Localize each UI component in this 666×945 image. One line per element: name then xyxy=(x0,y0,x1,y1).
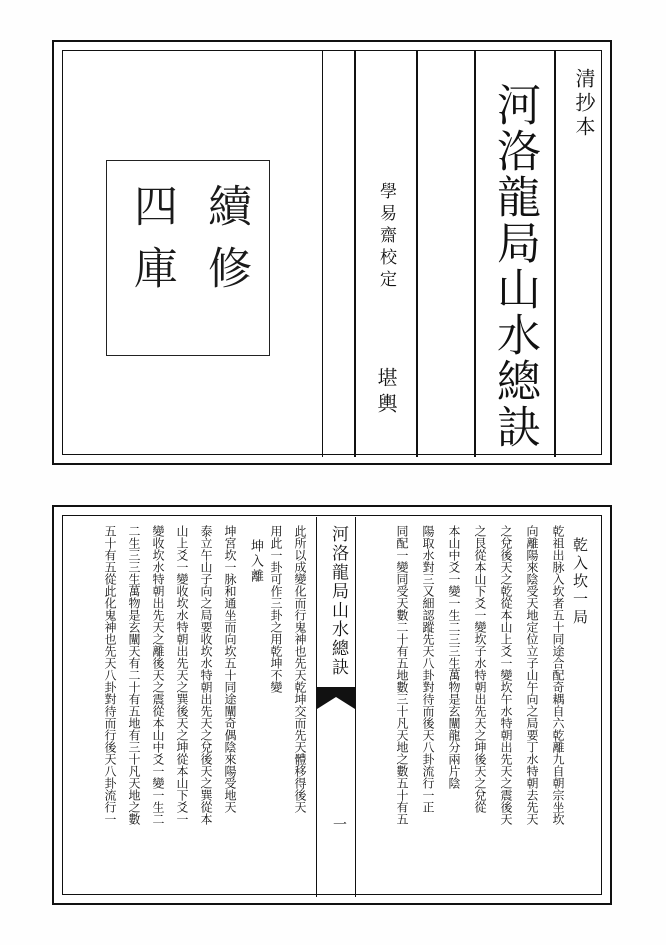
text-col-1: 乾祖出脉入坎者五十同途合配奇耦自六乾離九自朝宗坐坎 xyxy=(551,525,565,825)
divider-5 xyxy=(322,50,323,457)
text-col-3: 之兌後天之乾從本山上爻一變坎午水特朝出先天之震後天 xyxy=(499,525,513,825)
text-col-7: 同配一變同受天數二十有五地數三十凡天地之數五十有五 xyxy=(395,525,409,825)
divider-4 xyxy=(354,50,356,457)
cover-page xyxy=(52,40,612,465)
text-col-15: 五十有五從此化鬼神也先天八卦對待而行後天八卦流行一 xyxy=(103,525,117,825)
section2-heading: 坤入離 xyxy=(248,539,263,584)
section-heading: 乾入坎一局 xyxy=(571,537,589,627)
seal-line-2: 四庫 xyxy=(126,183,177,307)
editor-label: 學易齋校定 xyxy=(376,182,396,292)
text-col-11: 泰立午山子向之局要收坎水特朝出先天之兌後天之巽從本 xyxy=(199,525,213,825)
book-title: 河洛龍局山水總訣 xyxy=(489,82,540,450)
text-col-2: 向離陽來陰受天地定位立子山午向之局要丁水特朝去先天 xyxy=(525,525,539,825)
fold-page-number: 一 xyxy=(331,817,347,831)
text-col-4: 之艮從本山下爻一變坎子水特朝出先天之坤後天之兌從 xyxy=(473,525,487,813)
divider-1 xyxy=(554,50,556,457)
seal-line-1: 續修 xyxy=(200,183,251,307)
fold-fishtail-mark xyxy=(317,687,355,717)
text-col-14: 二生三三生萬物是玄闡天有二十有五地有三十凡天地之數 xyxy=(127,525,141,825)
collection-seal xyxy=(106,160,270,356)
left-half xyxy=(64,517,316,897)
fold-book-title: 河洛龍局山水總訣 xyxy=(328,525,348,677)
edition-label: 清抄本 xyxy=(572,68,596,140)
text-page xyxy=(52,505,612,905)
text-col-5: 本山中爻一變一生二三三生萬物是玄闡龍分兩片陰 xyxy=(447,525,461,789)
divider-2 xyxy=(474,50,476,457)
category-label: 堪輿 xyxy=(374,367,398,419)
text-col-9: 用此一卦可作三卦之用乾坤不變 xyxy=(269,525,283,693)
right-half xyxy=(354,517,602,897)
text-col-13: 變收坎水特朝出先天之離後天之震從本山中爻一變一生二 xyxy=(151,525,165,825)
text-col-12: 山上爻一變收坎水特朝出先天之巽後天之坤從本山下爻一 xyxy=(175,525,189,825)
divider-3 xyxy=(416,50,418,457)
text-col-8: 此所以成變化而行鬼神也先天乾坤交而先天體移得後天 xyxy=(293,525,307,813)
center-fold xyxy=(316,517,356,897)
text-col-6: 陽取水對三又細認蹤先天八卦對待而後天八卦流行一正 xyxy=(421,525,435,813)
text-col-10: 坤宮坎一脉和通坐而向坎五十同途闡奇偶陰來陽受地天 xyxy=(223,525,237,813)
